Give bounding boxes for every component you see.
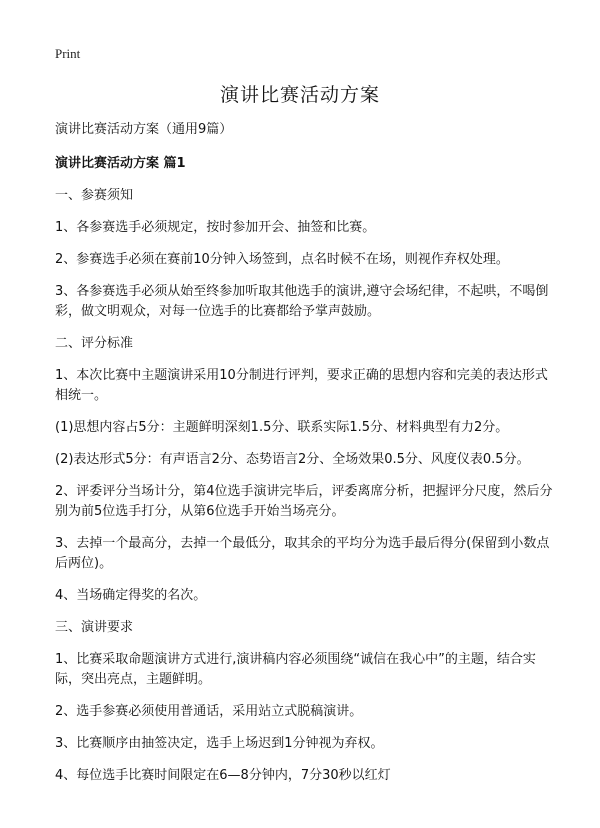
paragraph: 4、每位选手比赛时间限定在6—8分钟内，7分30秒以红灯 (55, 768, 391, 783)
paragraph: 4、当场确定得奖的名次。 (55, 588, 207, 603)
paragraph: 2、选手参赛必须使用普通话，采用站立式脱稿演讲。 (55, 704, 363, 719)
heading-participation-notes: 一、参赛须知 (55, 188, 134, 203)
print-link[interactable]: Print (55, 46, 81, 61)
paragraph: 2、评委评分当场计分，第4位选手演讲完毕后，评委离席分析，把握评分尺度，然后分别为前5位选手打分，从第6位选手开始当场亮分。 (55, 484, 553, 519)
document-title: 演讲比赛活动方案 (219, 84, 380, 106)
paragraph: (2)表达形式5分：有声语言2分、态势语言2分、全场效果0.5分、风度仪表0.5分。 (55, 452, 530, 467)
paragraph: 1、本次比赛中主题演讲采用10分制进行评判，要求正确的思想内容和完美的表达形式相统一。 (55, 368, 548, 403)
paragraph: 3、各参赛选手必须从始至终参加听取其他选手的演讲,遵守会场纪律，不起哄，不喝倒彩，做文明观众，对每一位选手的比赛都给予掌声鼓励。 (55, 284, 549, 319)
section-heading: 演讲比赛活动方案 篇1 (55, 156, 186, 171)
paragraph: 1、各参赛选手必须规定，按时参加开会、抽签和比赛。 (55, 220, 376, 235)
document-body (55, 120, 555, 798)
paragraph: 3、比赛顺序由抽签决定，选手上场迟到1分钟视为弃权。 (55, 736, 384, 751)
paragraph: 2、参赛选手必须在赛前10分钟入场签到，点名时候不在场，则视作弃权处理。 (55, 252, 509, 267)
heading-scoring-criteria: 二、评分标准 (55, 336, 134, 351)
paragraph: (1)思想内容占5分：主题鲜明深刻1.5分、联系实际1.5分、材料典型有力2分。 (55, 420, 509, 435)
heading-speech-requirements: 三、演讲要求 (55, 620, 134, 635)
paragraph: 1、比赛采取命题演讲方式进行,演讲稿内容必须围绕“诚信在我心中”的主题，结合实际，突出亮点，主题鲜明。 (55, 652, 536, 687)
document-subtitle: 演讲比赛活动方案（通用9篇） (55, 122, 233, 137)
paragraph: 3、去掉一个最高分，去掉一个最低分，取其余的平均分为选手最后得分(保留到小数点后两位)。 (55, 536, 550, 571)
